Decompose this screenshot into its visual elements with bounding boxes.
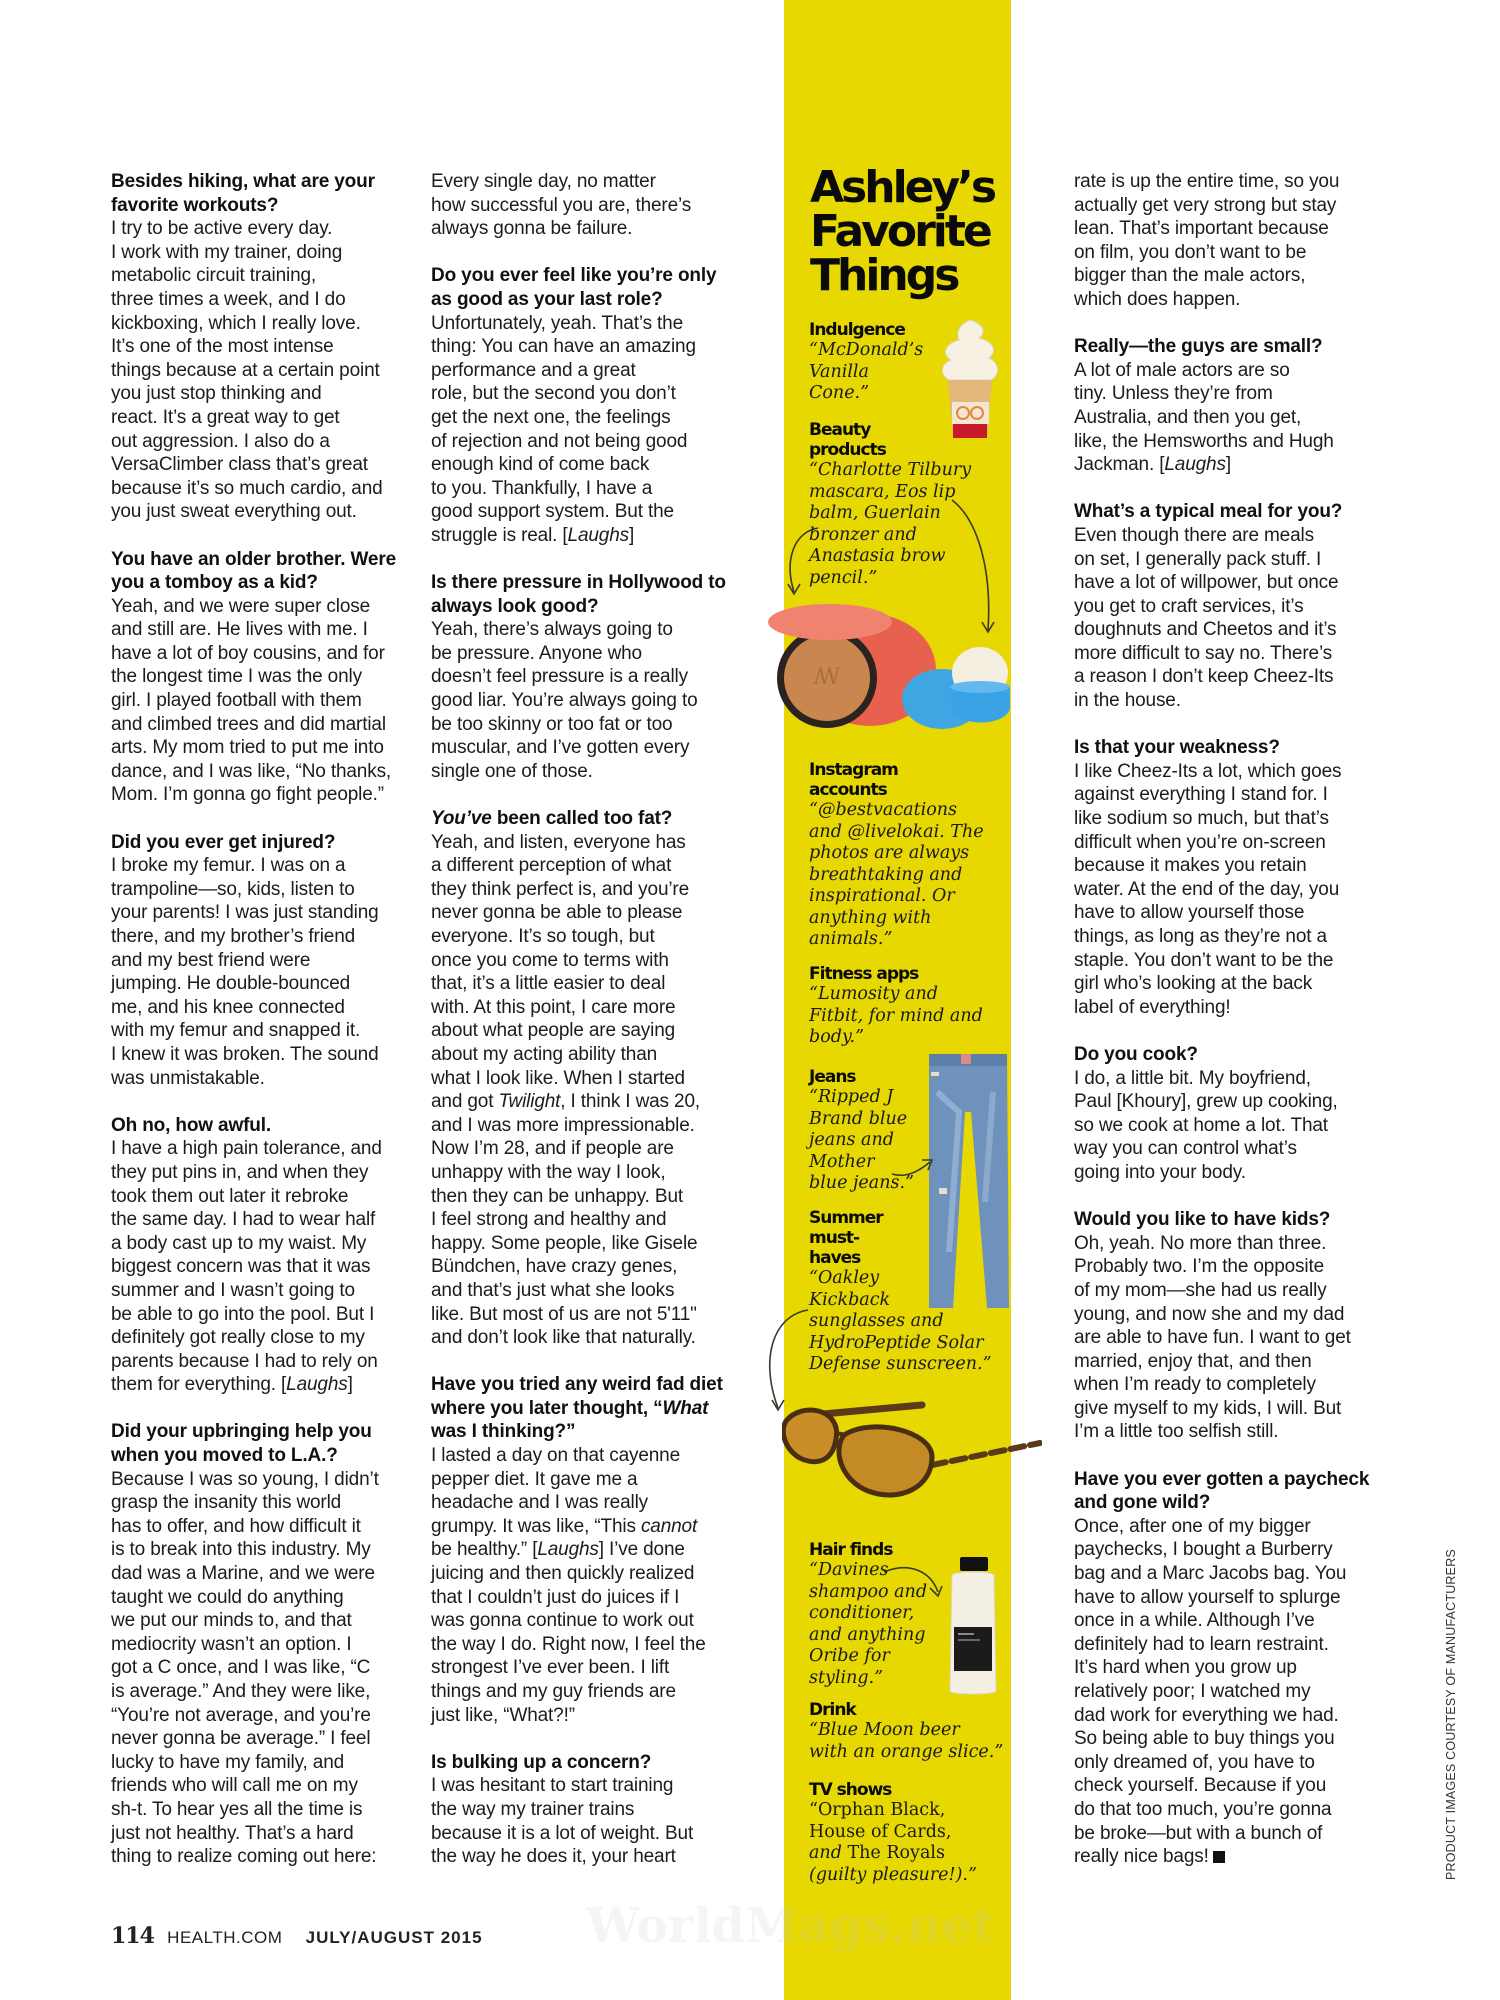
qa-block [431, 1751, 731, 1869]
qa-block [111, 170, 411, 524]
favorite-value-text: “Orphan Black, House of Cards, [809, 1800, 952, 1842]
favorite-item-fitness-apps [809, 964, 999, 1049]
qa-block [431, 264, 731, 547]
qa-block [1074, 500, 1374, 712]
question: What’s a typical meal for you? [1074, 501, 1343, 523]
answer-text: I have a high pain tolerance, and they put pins in, and when they took them out later it rebroke the same day. I had to wear half a body cast up to my waist. My biggest concern was that it was summer and I wasn’t going to be able to go into the pool. But I definitely got really close to my parents because I had to rely on them for everything. [ [111, 1138, 382, 1396]
answer-text: A lot of male actors are so tiny. Unless they’re from Australia, and then you get, like, the Hemsworths and Hugh Jackman. [ [1074, 359, 1334, 476]
question: Have you ever gotten a paycheck and gone wild? [1074, 1468, 1370, 1514]
answer [111, 1137, 411, 1397]
favorite-category: Instagram accounts [809, 760, 898, 800]
qa-block [431, 571, 731, 783]
qa-block [1074, 335, 1374, 477]
question [431, 1373, 731, 1444]
favorite-category: Beauty products [809, 420, 886, 460]
answer-text: , I think I was 20, and I was more impressionable. Now I’m 28, and if people are unhappy with the way I look, then they can be unhappy. But I feel strong and healthy and happy. Some people, like Gisele Bündchen, have crazy genes, and that’s just what she looks like. But most of us are not 5'11" and don’t look like that naturally. [431, 1091, 700, 1349]
answer-italic: Laughs [1164, 454, 1226, 476]
answer: I was hesitant to start training the way my trainer trains because it is a lot of weight. But the way he does it, your heart [431, 1775, 694, 1868]
question: Oh no, how awful. [111, 1114, 271, 1136]
qa-block [1074, 1208, 1374, 1444]
answer-italic: cannot [640, 1515, 698, 1537]
question: Did you ever get injured? [111, 831, 336, 853]
svg-text:ꟿ: ꟿ [813, 665, 841, 690]
question-text: been called too fat? [491, 808, 673, 830]
answer-italic: Laughs [537, 1539, 599, 1561]
favorite-value: “Ripped J Brand blue jeans and Mother blue jeans.” [809, 1087, 914, 1193]
issue-date: JULY/AUGUST 2015 [305, 1928, 483, 1947]
answer-tail: ] [347, 1374, 353, 1396]
answer: Yeah, there’s always going to be pressure. Anyone who doesn’t feel pressure is a really good liar. You’re always going to be too skinny or too fat or too muscular, and I’ve gotten every single one of those. [431, 619, 698, 782]
qa-block [111, 1420, 411, 1868]
favorite-item-summer [809, 1208, 999, 1376]
answer: I like Cheez-Its a lot, which goes against everything I stand for. I like sodium so much, but that’s difficult when you’re on-screen because it makes you retain water. At the end of the day, you have to allow yourself those things, as long as they’re not a staple. You don’t want to be the girl who’s looking at the back label of everything! [1074, 760, 1342, 1018]
continued-answer: rate is up the entire time, so you actually get very strong but stay lean. That’s important because on film, you don’t want to be bigger than the male actors, which does happen. [1074, 171, 1340, 310]
article-column-1 [111, 170, 411, 1892]
end-mark-icon [1213, 1851, 1225, 1863]
answer-text: ] I’ve done juicing and then quickly realized that I couldn’t just do juices if I was gonna continue to work out the way I do. Right now, I feel the strongest I’ve ever been. I lift things and my guy friends are just like, “What?!” [431, 1539, 706, 1726]
answer: Even though there are meals on set, I generally pack stuff. I have a lot of willpower, but once you get to craft services, it’s doughnuts and Cheetos and it’s more difficult to say no. There’s a reason I don’t keep Cheez-Its in the house. [1074, 524, 1339, 712]
answer [431, 312, 731, 548]
answer [431, 1444, 731, 1727]
question: Is there pressure in Hollywood to always look good? [431, 572, 726, 617]
answer-italic: Laughs [567, 524, 629, 546]
favorite-item-tv [809, 1780, 999, 1886]
page-number: 114 [111, 1923, 154, 1949]
qa-block [111, 831, 411, 1091]
favorite-item-beauty [809, 420, 999, 589]
article-column-4 [1074, 170, 1374, 1892]
qa-block [431, 1373, 731, 1727]
favorite-value [809, 1800, 999, 1886]
question-text: Have you tried any weird fad diet where you later thought, “ [431, 1374, 723, 1419]
question-italic: What [662, 1397, 709, 1419]
favorite-value: “Davines shampoo and conditioner, and anything Oribe for styling.” [809, 1560, 928, 1688]
favorite-value-italic: (guilty pleasure!).” [809, 1864, 977, 1885]
question: Do you ever feel like you’re only as good as your last role? [431, 265, 717, 310]
answer-tail: ] [1225, 454, 1231, 476]
favorite-category: TV shows [809, 1780, 892, 1800]
question-italic: You’ve [431, 808, 492, 830]
qa-block [1074, 1043, 1374, 1185]
qa-block [431, 807, 731, 1350]
answer [1074, 1515, 1374, 1869]
sunglasses-image [782, 1395, 1042, 1515]
question-text: was I thinking?” [431, 1421, 576, 1443]
favorite-value: “Charlotte Tilbury mascara, Eos lip balm, Guerlain bronzer and Anastasia brow pencil.” [809, 460, 972, 588]
answer [1074, 359, 1374, 477]
qa-block [1074, 736, 1374, 1019]
favorite-value-italic: and [809, 1843, 842, 1863]
answer-italic: Twilight [498, 1091, 561, 1113]
answer: Oh, yeah. No more than three. Probably two. I’m the opposite of my mom—she had us really young, and now she and my dad are able to have fun. I want to get married, enjoy that, and then when I’m ready to completely give myself to my kids, I will. But I’m a little too selfish still. [1074, 1232, 1351, 1443]
question: You have an older brother. Were you a tomboy as a kid? [111, 548, 396, 594]
favorite-category: Indulgence [809, 320, 905, 340]
answer: Because I was so young, I didn’t grasp the insanity this world has to offer, and how difficult it is to break into this industry. My dad was a Marine, and we were taught we could do anything we put our minds to, and that mediocrity wasn’t an option. I got a C once, and I was like, “C is average.” And they were like, “You’re not average, and you’re never gonna be average.” I feel lucky to have my family, and friends who will call me on my sh-t. To hear yes all the time is just not healthy. That’s a hard thing to realize coming out here: [111, 1468, 379, 1868]
question: Did your upbringing help you when you moved to L.A.? [111, 1421, 372, 1467]
question: Do you cook? [1074, 1043, 1198, 1065]
answer-text: be healthy.” [ [431, 1539, 538, 1561]
continued-answer: Every single day, no matter how successful you are, there’s always gonna be failure. [431, 171, 692, 240]
answer-text: Yeah, and listen, everyone has a different perception of what they think perfect is, and you’re never gonna be able to please everyone. It’s so tough, but once you come to terms with that, it’s a little easier to deal with. At this point, I care more about what people are saying about my acting ability than what I look like. When I started and got [431, 831, 690, 1113]
favorite-value: “Oakley Kickback sunglasses and HydroPeptide Solar Defense sunscreen.” [809, 1268, 992, 1374]
answer: I do, a little bit. My boyfriend, Paul [Khoury], grew up cooking, so we cook at home a lot. That way you can control what’s going into your body. [1074, 1067, 1338, 1183]
page-footer [111, 1923, 483, 1949]
answer: I try to be active every day. I work with my trainer, doing metabolic circuit training, three times a week, and I do kickboxing, which I really love. It’s one of the most intense things because at a certain point you just stop thinking and react. It’s a great way to get out aggression. I also do a VersaClimber class that’s great because it’s so much cardio, and you just sweat everything out. [111, 218, 383, 523]
answer-text: Once, after one of my bigger paychecks, I bought a Burberry bag and a Marc Jacobs bag. You have to allow yourself to splurge once in a while. Although I’ve definitely had to learn restraint. It’s hard when you grow up relatively poor; I watched my dad work for everything we had. So being able to buy things you only dreamed of, you have to check yourself. Because if you do that too much, you’re gonna be broke—but with a bunch of really nice bags! [1074, 1515, 1347, 1868]
question: Besides hiking, what are your favorite workouts? [111, 171, 375, 216]
question: Is bulking up a concern? [431, 1751, 652, 1773]
question [431, 807, 731, 831]
site-name: HEALTH.COM [167, 1928, 283, 1947]
article-column-2 [431, 170, 731, 1892]
favorite-category: Hair finds [809, 1540, 893, 1560]
favorite-value: “Blue Moon beer with an orange slice.” [809, 1720, 1004, 1762]
question: Is that your weakness? [1074, 737, 1280, 759]
question: Would you like to have kids? [1074, 1209, 1331, 1231]
qa-block [1074, 1468, 1374, 1869]
eos-lip-balm-image [900, 635, 1010, 735]
answer-italic: Laughs [286, 1374, 348, 1396]
favorite-value: “Lumosity and Fitbit, for mind and body.” [809, 984, 983, 1047]
qa-block [111, 1114, 411, 1397]
favorite-item-hair [809, 1540, 999, 1689]
favorite-item-jeans [809, 1067, 999, 1195]
favorite-item-drink [809, 1700, 1009, 1763]
answer [431, 831, 731, 1350]
answer-text: Unfortunately, yeah. That’s the thing: You can have an amazing performance and a great role, but the second you don’t get the next one, the feelings of rejection and not being good enough kind of come back to you. Thankfully, I have a good support system. But the struggle is real. [ [431, 312, 696, 546]
image-credit: PRODUCT IMAGES COURTESY OF MANUFACTURERS [1444, 1549, 1458, 1880]
question: Really—the guys are small? [1074, 336, 1323, 358]
answer-tail: ] [628, 524, 635, 546]
favorite-category: Summer must- haves [809, 1208, 883, 1268]
favorite-category: Drink [809, 1700, 856, 1720]
qa-block [111, 548, 411, 808]
favorite-category: Jeans [809, 1067, 856, 1087]
favorite-value-text: The Royals [847, 1843, 945, 1863]
favorite-category: Fitness apps [809, 964, 919, 984]
answer: Yeah, and we were super close and still are. He lives with me. I have a lot of boy cousins, and for the longest time I was the only girl. I played football with them and climbed trees and did martial arts. My mom tried to put me into dance, and I was like, “No thanks, Mom. I’m gonna go fight people.” [111, 595, 392, 806]
favorite-value: “@bestvacations and @livelokai. The photos are always breathtaking and inspirational. Or anything with animals.” [809, 800, 984, 949]
favorite-item-indulgence [809, 320, 999, 405]
answer: I broke my femur. I was on a trampoline—so, kids, listen to your parents! I was just standing there, and my brother’s friend and my best friend were jumping. He double-bounced me, and his knee connected with my femur and snapped it. I knew it was broken. The sound was unmistakable. [111, 855, 379, 1089]
favorite-value: “McDonald’s Vanilla Cone.” [809, 340, 924, 403]
favorite-item-instagram [809, 760, 999, 951]
answer-text: I lasted a day on that cayenne pepper diet. It gave me a headache and I was really grumpy. It was like, “This [431, 1445, 681, 1537]
sidebar-title: Ashley’s Favorite Things [810, 162, 995, 301]
watermark: WorldMags.net [586, 1898, 995, 1954]
